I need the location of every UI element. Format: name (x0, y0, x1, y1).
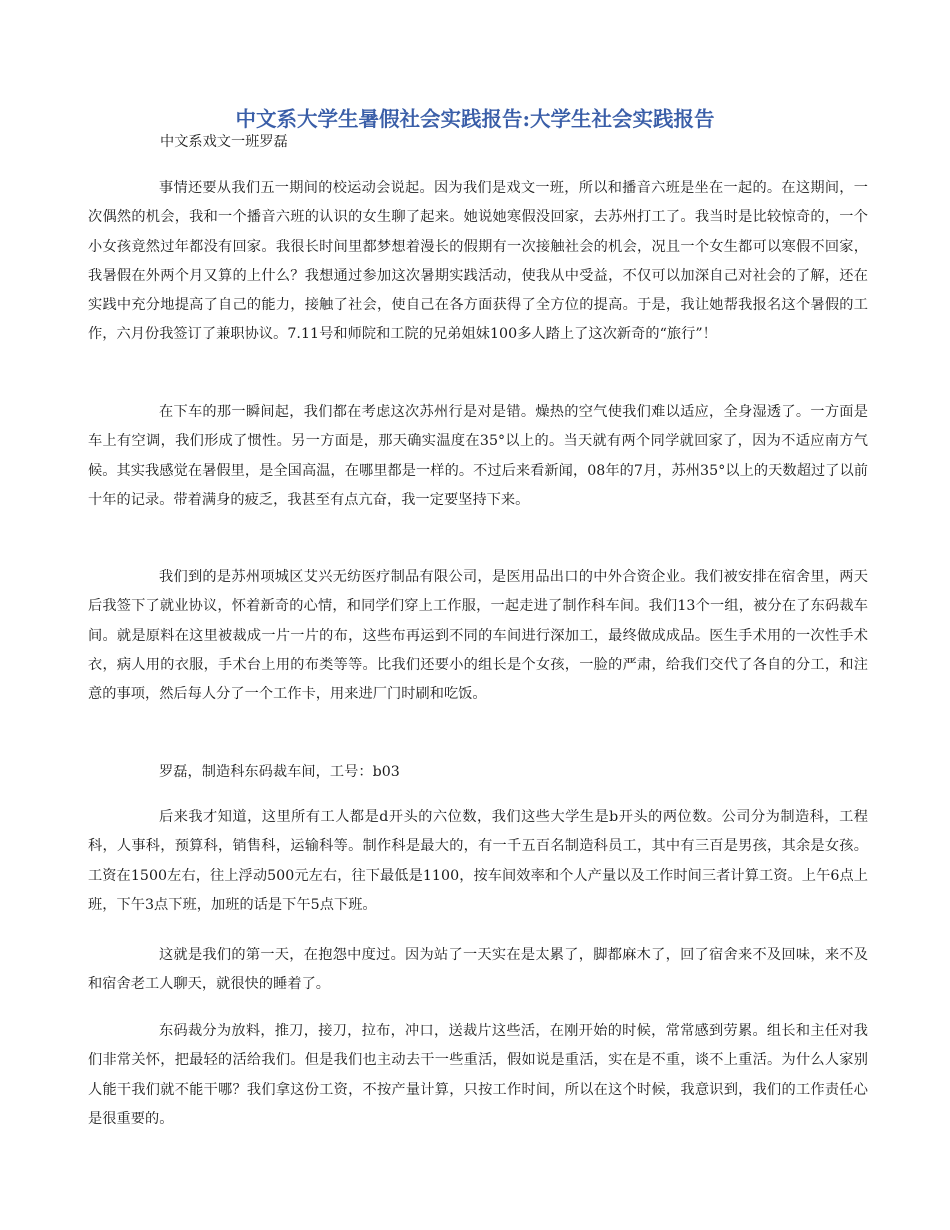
paragraph-6: 这就是我们的第一天，在抱怨中度过。因为站了一天实在是太累了，脚都麻木了，回了宿舍来不及回味，来不及和宿舍老工人聊天，就很快的睡着了。 (88, 947, 868, 993)
document-title: 中文系大学生暑假社会实践报告:大学生社会实践报告 (235, 107, 715, 131)
paragraph-4: 罗磊，制造科东码裁车间，工号：b03 (159, 764, 400, 780)
document-author: 中文系戏文一班罗磊 (160, 134, 288, 150)
paragraph-5: 后来我才知道，这里所有工人都是d开头的六位数，我们这些大学生是b开头的两位数。公司分为制造科，工程科，人事科，预算科，销售科，运输科等。制作科是最大的，有一千五百名制造科员工，其中有三百是男孩，其余是女孩。工资在1500左右，往上浮动500元左右，往下最低是1100，按车间效率和个人产量以及工作时间三者计算工资。上午6点上班，下午3点下班，加班的话是下午5点下班。 (88, 809, 868, 913)
paragraph-2: 在下车的那一瞬间起，我们都在考虑这次苏州行是对是错。燥热的空气使我们难以适应，全身湿透了。一方面是车上有空调，我们形成了惯性。另一方面是，那天确实温度在35°以上的。当天就有两个同学就回家了，因为不适应南方气候。其实我感觉在暑假里，是全国高温，在哪里都是一样的。不过后来看新闻，08年的7月，苏州35°以上的天数超过了以前十年的记录。带着满身的疲乏，我甚至有点亢奋，我一定要坚持下来。 (88, 404, 868, 508)
paragraph-1: 事情还要从我们五一期间的校运动会说起。因为我们是戏文一班，所以和播音六班是坐在一起的。在这期间，一次偶然的机会，我和一个播音六班的认识的女生聊了起来。她说她寒假没回家，去苏州打工了。我当时是比较惊奇的，一个小女孩竟然过年都没有回家。我很长时间里都梦想着漫长的假期有一次接触社会的机会，况且一个女生都可以寒假不回家，我暑假在外两个月又算的上什么？我想通过参加这次暑期实践活动，使我从中受益，不仅可以加深自己对社会的了解，还在实践中充分地提高了自己的能力，接触了社会，使自己在各方面获得了全方位的提高。于是，我让她帮我报名这个暑假的工作，六月份我签订了兼职协议。7.11号和师院和工院的兄弟姐妹100多人踏上了这次新奇的“旅行”！ (88, 180, 868, 343)
paragraph-3: 我们到的是苏州项城区艾兴无纺医疗制品有限公司，是医用品出口的中外合资企业。我们被安排在宿舍里，两天后我签下了就业协议，怀着新奇的心情，和同学们穿上工作服，一起走进了制作科车间。我们13个一组，被分在了东码裁车间。就是原料在这里被裁成一片一片的布，这些布再运到不同的车间进行深加工，最终做成成品。医生手术用的一次性手术衣，病人用的衣服，手术台上用的布类等等。比我们还要小的组长是个女孩，一脸的严肃，给我们交代了各自的分工，和注意的事项，然后每人分了一个工作卡，用来进厂门时刷和吃饭。 (88, 569, 868, 703)
paragraph-7: 东码裁分为放料，推刀，接刀，拉布，冲口，送裁片这些活，在刚开始的时候，常常感到劳累。组长和主任对我们非常关怀，把最轻的活给我们。但是我们也主动去干一些重活，假如说是重活，实在是不重，谈不上重活。为什么人家别人能干我们就不能干哪？我们拿这份工资，不按产量计算，只按工作时间，所以在这个时候，我意识到，我们的工作责任心是很重要的。 (88, 1023, 868, 1127)
